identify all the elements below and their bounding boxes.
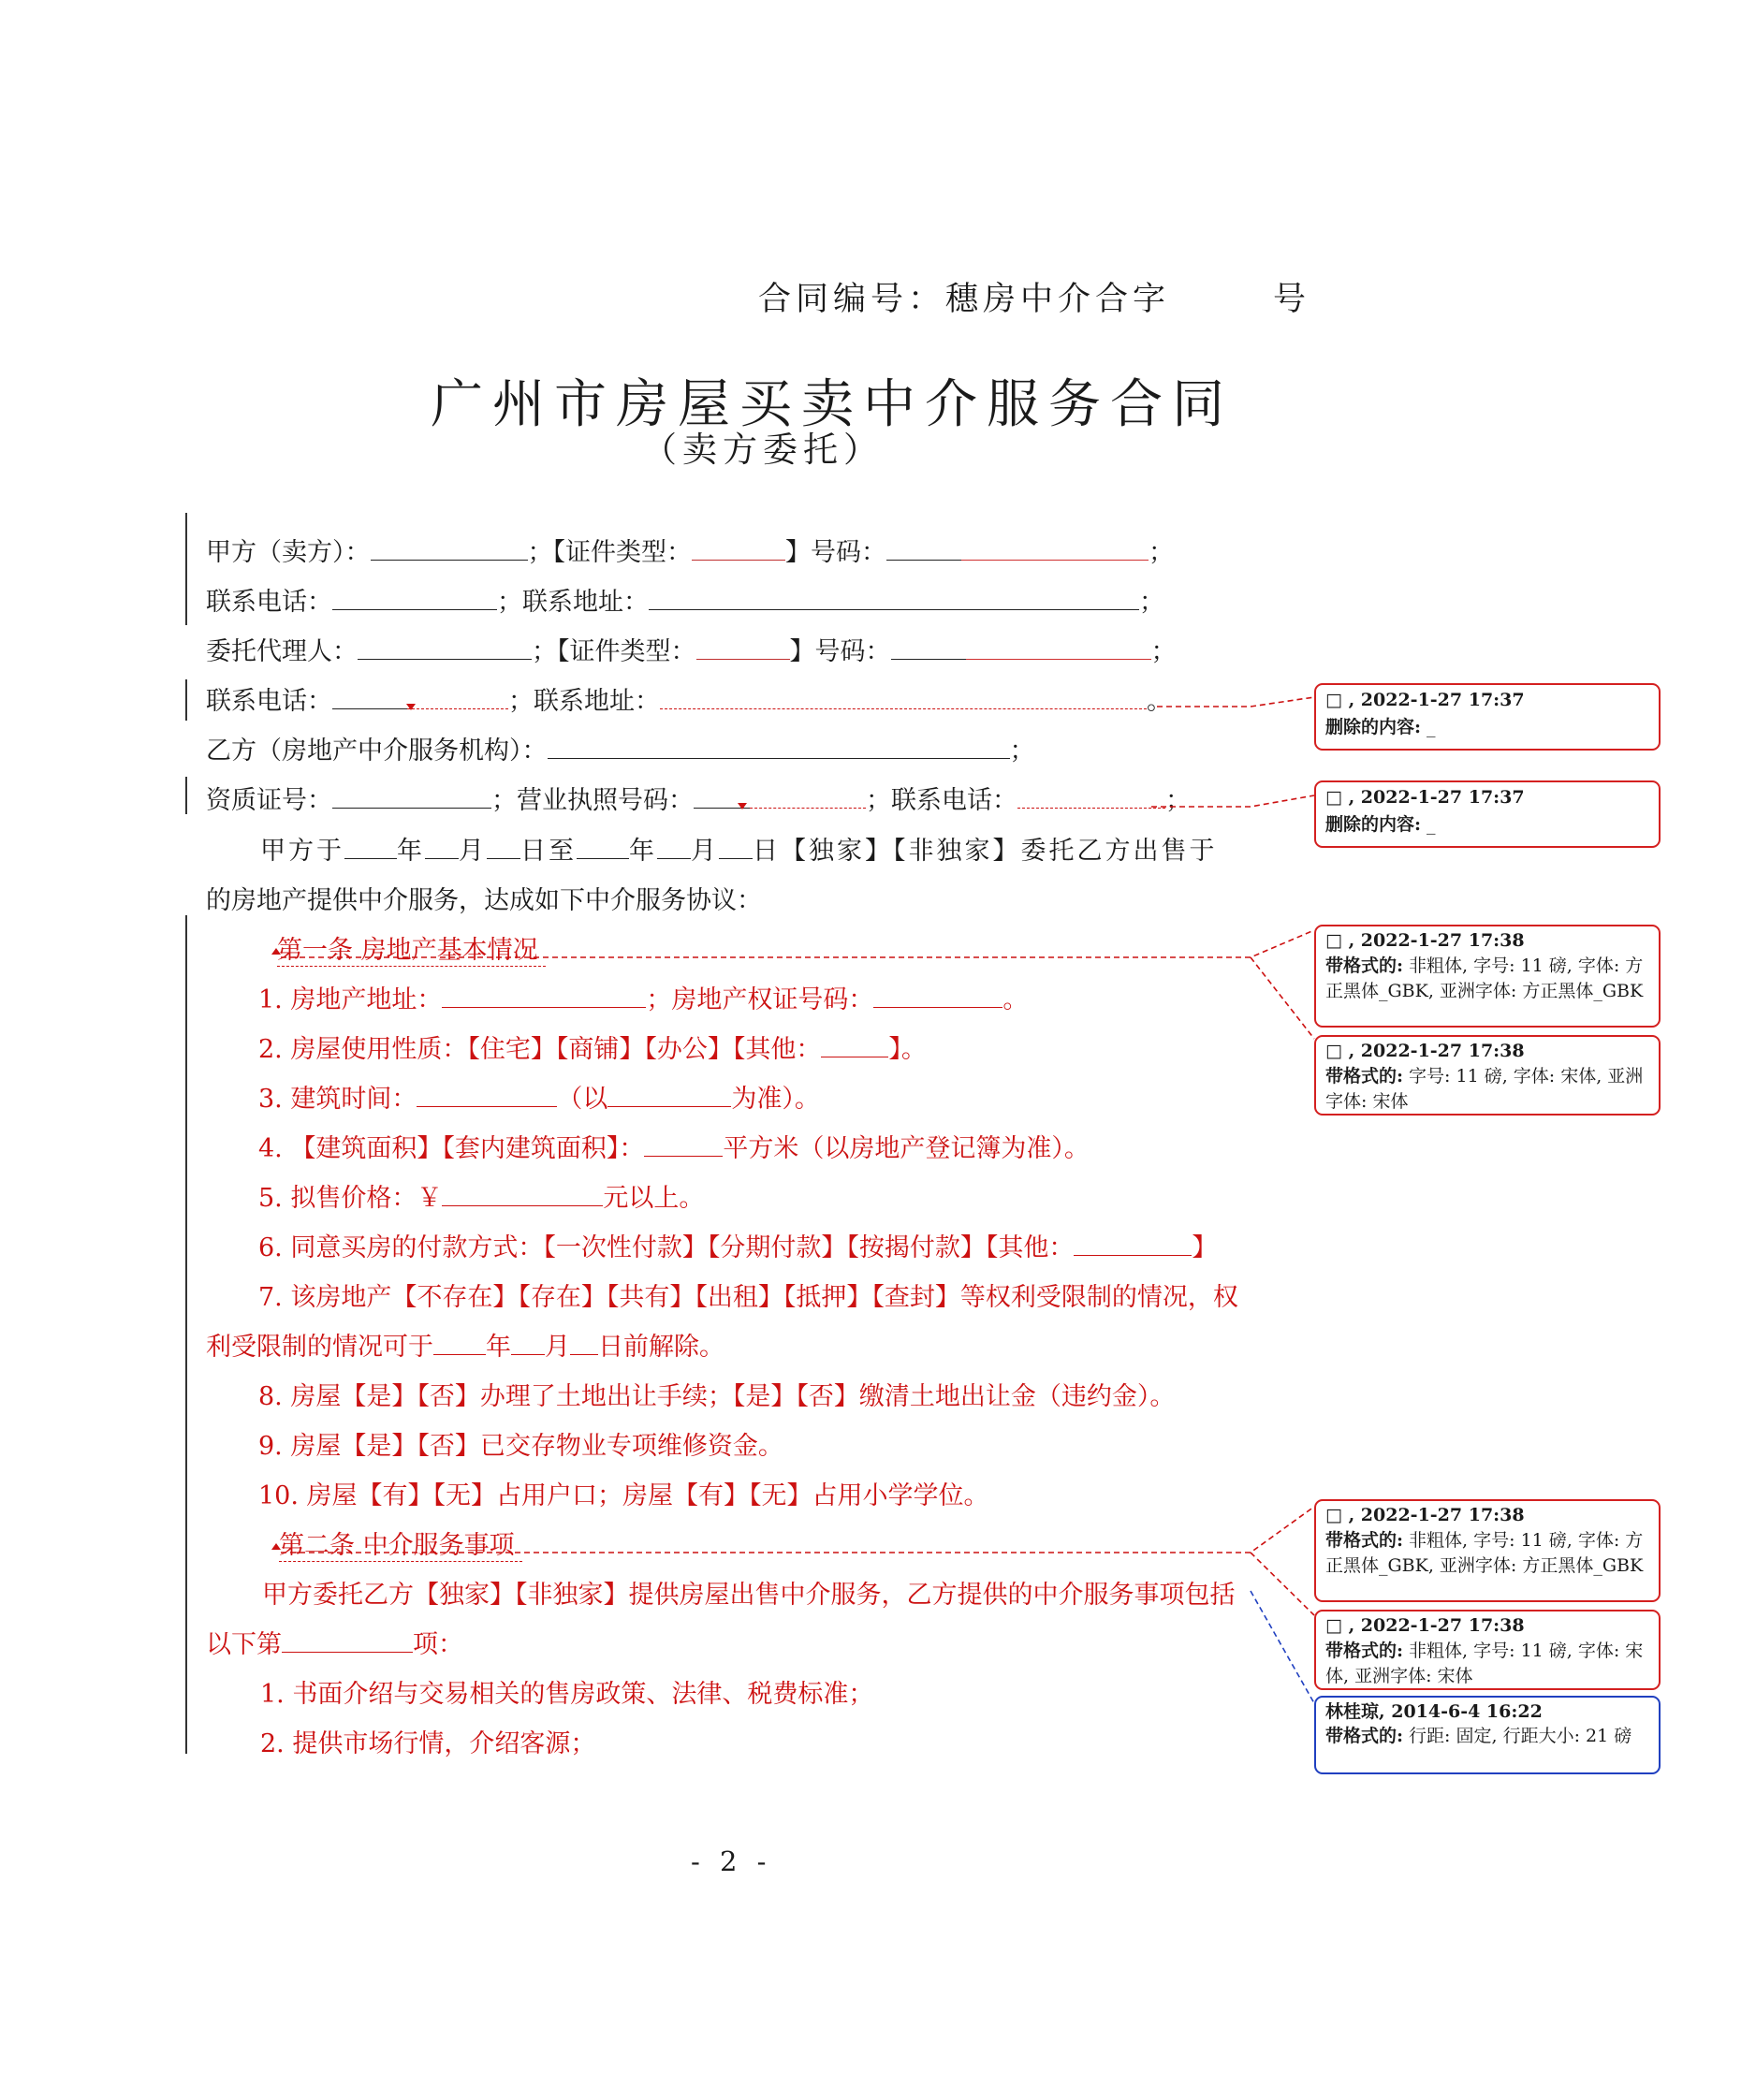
party-a-contact-line: 联系电话： ；联系地址： ； [206, 588, 1164, 617]
comment-balloon[interactable]: □ , 2022-1-27 17:38 带格式的: 非粗体, 字号: 11 磅, 字体: 方正黑体_GBK, 亚洲字体: 方正黑体_GBK [1314, 925, 1661, 1028]
article-1-item-1: 1. 房地产地址： ；房地产权证号码： 。 [258, 985, 1029, 1014]
comment-balloon[interactable]: □ , 2022-1-27 17:38 带格式的: 非粗体, 字号: 11 磅, 字体: 方正黑体_GBK, 亚洲字体: 方正黑体_GBK [1314, 1499, 1661, 1602]
article-1-heading: 第一条 房地产基本情况 [277, 929, 546, 967]
document-subtitle: （卖方委托） [642, 430, 884, 470]
article-2-heading: 第二条 中介服务事项 [279, 1524, 522, 1562]
agent-contact-line: 联系电话： ；联系地址： 。 [206, 687, 1172, 716]
article-1-item-4: 4. 【建筑面积】【套内建筑面积】： 平方米（以房地产登记簿为准）。 [258, 1134, 1090, 1163]
article-1-item-7: 7. 该房地产【不存在】【存在】【共有】【出租】【抵押】【查封】等权利受限制的情况，权 [258, 1283, 1238, 1312]
article-1-item-2: 2. 房屋使用性质：【住宅】【商铺】【办公】【其他： 】。 [258, 1035, 927, 1064]
article-2-service-1: 1. 书面介绍与交易相关的售房政策、法律、税费标准； [260, 1680, 874, 1709]
comment-balloon[interactable]: □ , 2022-1-27 17:38 带格式的: 非粗体, 字号: 11 磅, 字体: 宋体, 亚洲字体: 宋体 [1314, 1610, 1661, 1690]
article-2-paragraph-cont: 以下第 项： [206, 1630, 463, 1659]
contract-number: 合同编号：穗房中介合字 号 [758, 281, 1311, 318]
party-b-qual-line: 资质证号： ；营业执照号码： ；联系电话： ； [206, 786, 1191, 815]
agent-line: 委托代理人： ；【证件类型： 】号码： ； [206, 637, 1177, 666]
article-1-item-7-cont: 利受限制的情况可于 年 月 日前解除。 [206, 1333, 724, 1362]
article-2-paragraph: 甲方委托乙方【独家】【非独家】提供房屋出售中介服务，乙方提供的中介服务事项包括 [262, 1581, 1236, 1610]
comment-balloon[interactable]: □ , 2022-1-27 17:37 删除的内容: _ [1314, 683, 1661, 751]
intro-line-1: 甲方于 年 月 日至 年 月 日【独家】【非独家】委托乙方出售于 [260, 837, 1218, 866]
article-1-item-10: 10. 房屋【有】【无】占用户口；房屋【有】【无】占用小学学位。 [258, 1481, 989, 1510]
article-1-item-5: 5. 拟售价格：￥ 元以上。 [258, 1184, 705, 1213]
article-1-item-9: 9. 房屋【是】【否】已交存物业专项维修资金。 [258, 1432, 783, 1461]
comment-balloon[interactable]: □ , 2022-1-27 17:38 带格式的: 字号: 11 磅, 字体: 宋体, 亚洲字体: 宋体 [1314, 1035, 1661, 1116]
comment-balloon[interactable]: 林桂琼, 2014-6-4 16:22 带格式的: 行距: 固定, 行距大小: 21 磅 [1314, 1696, 1661, 1774]
article-1-item-3: 3. 建筑时间： （以 为准）。 [258, 1085, 820, 1114]
party-a-line: 甲方（卖方）： ；【证件类型： 】号码： ； [206, 538, 1174, 567]
intro-line-2: 的房地产提供中介服务，达成如下中介服务协议： [206, 886, 762, 915]
party-b-line: 乙方（房地产中介服务机构）： ； [206, 736, 1035, 766]
document-title: 广州市房屋买卖中介服务合同 [431, 374, 1234, 435]
comment-balloon[interactable]: □ , 2022-1-27 17:37 删除的内容: _ [1314, 780, 1661, 848]
article-2-service-2: 2. 提供市场行情，介绍客源； [260, 1729, 596, 1758]
page-number: - 2 - [691, 1845, 772, 1877]
article-1-item-6: 6. 同意买房的付款方式：【一次性付款】【分期付款】【按揭付款】【其他： 】 [258, 1233, 1218, 1262]
article-1-item-8: 8. 房屋【是】【否】办理了土地出让手续；【是】【否】缴清土地出让金（违约金）。 [258, 1382, 1176, 1411]
